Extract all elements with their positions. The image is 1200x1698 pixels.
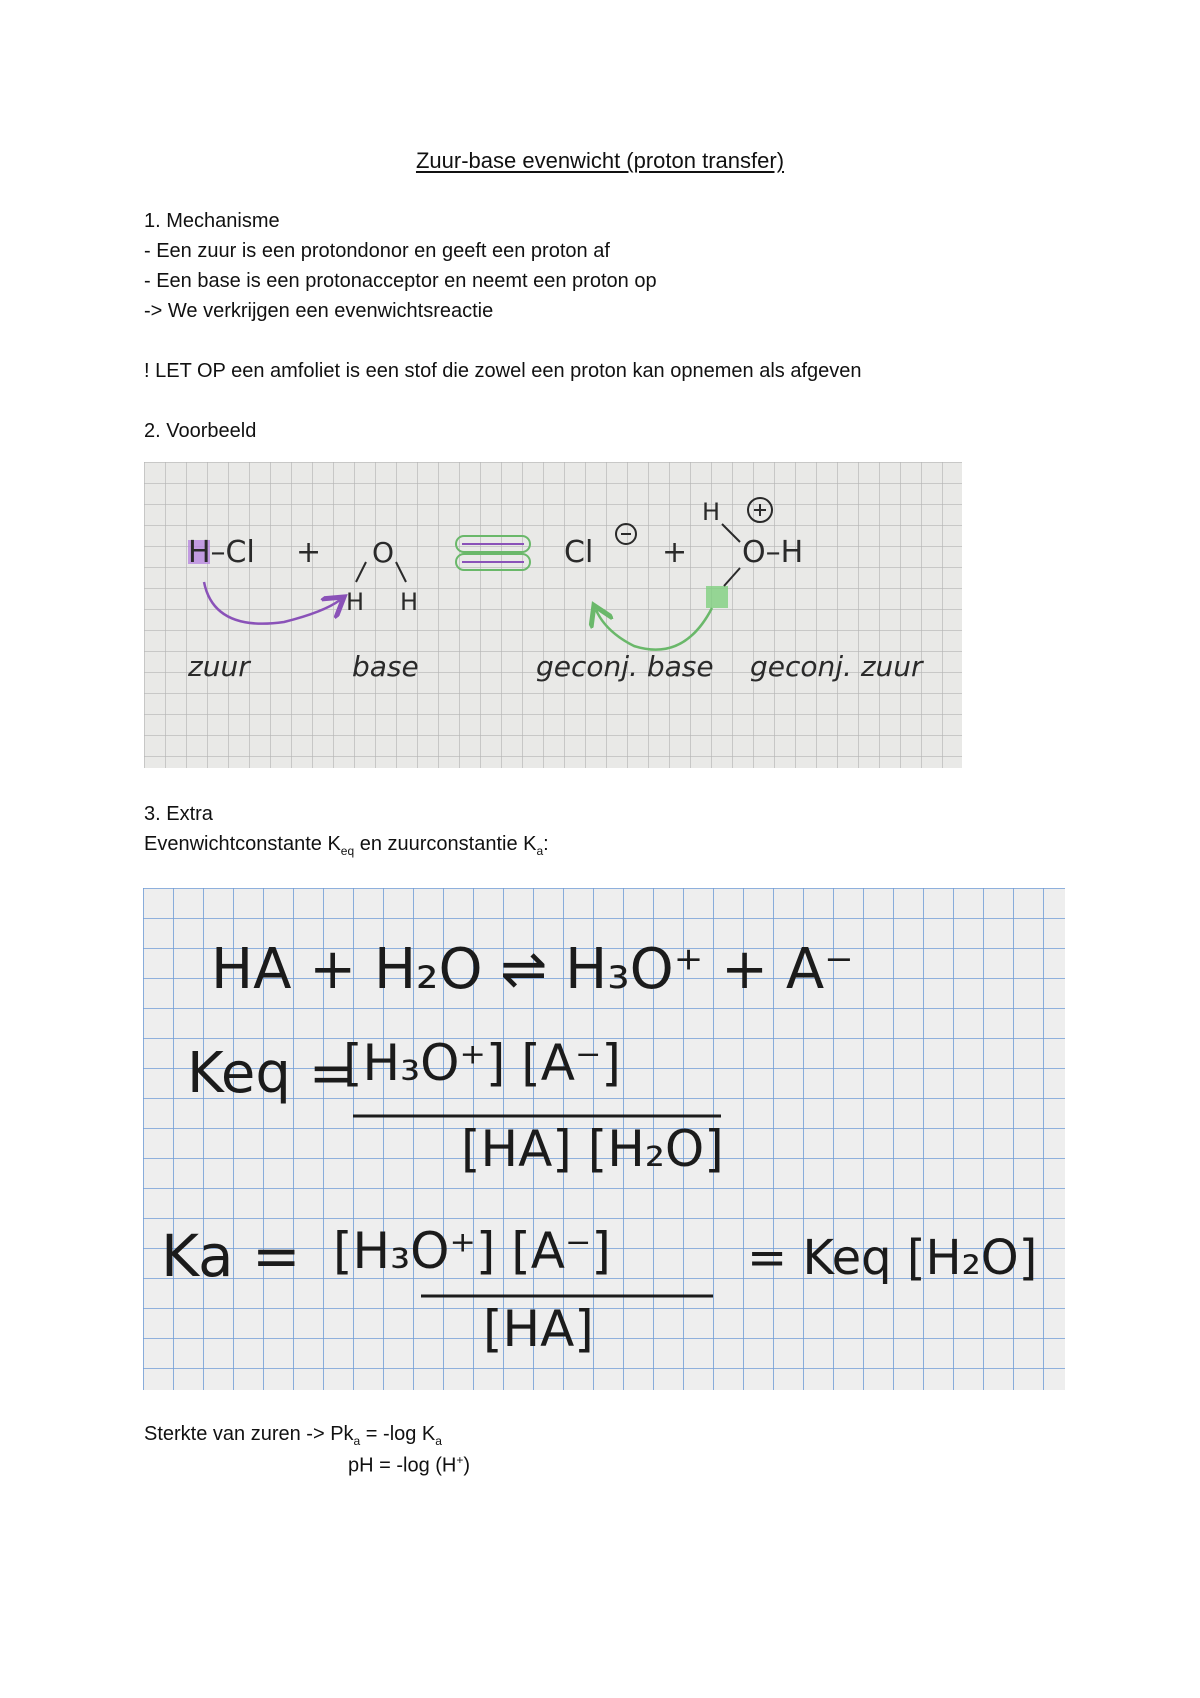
document-title: Zuur-base evenwicht (proton transfer) <box>415 148 785 173</box>
label-geconj-base: geconj. base <box>536 650 714 683</box>
keq-label: Keq = <box>187 1041 356 1106</box>
reactant-hcl: H–Cl <box>188 535 255 570</box>
strength-pka-line: Sterkte van zuren -> $Pk_a = -\log$ $K_a$ <box>144 1423 442 1448</box>
ka-denominator: [HA] <box>483 1300 594 1358</box>
water-h-right: H <box>400 588 419 616</box>
product-hydronium: O–H <box>742 535 804 570</box>
ka-rhs: = Keq [H₂O] <box>747 1230 1038 1286</box>
ka-numerator: [H₃O⁺] [A⁻] <box>333 1222 611 1280</box>
plus-sign-1: + <box>296 535 322 570</box>
formules-photo <box>143 888 1065 1390</box>
amfoliet-note: ! LET OP een amfoliet is een stof die zowel een proton kan opnemen als afgeven <box>144 360 862 382</box>
plus-sign-2: + <box>662 535 688 570</box>
product-chloride: Cl <box>564 535 594 570</box>
proton-highlight-green <box>706 586 728 608</box>
section3-subtitle: Evenwichtconstante $K_{eq}$ en zuurconstantie $K_a$: <box>144 833 549 858</box>
label-geconj-zuur: geconj. zuur <box>750 650 923 683</box>
section2-heading: 2. Voorbeeld <box>144 420 257 442</box>
reaction-equation: HA + H₂O ⇌ H₃O⁺ + A⁻ <box>211 937 854 1002</box>
keq-denominator: [HA] [H₂O] <box>461 1120 724 1178</box>
voorbeeld-drawing <box>144 462 962 768</box>
reactant-water-o: O <box>372 536 395 569</box>
section3-heading: 3. Extra <box>144 803 213 825</box>
water-h-left: H <box>346 588 365 616</box>
mechanism-line-1: - Een zuur is een protondonor en geeft een proton af <box>144 240 610 262</box>
mechanism-line-3: -> We verkrijgen een evenwichtsreactie <box>144 300 494 322</box>
label-zuur: zuur <box>188 650 250 683</box>
formules-drawing <box>143 888 1065 1390</box>
mechanism-line-2: - Een base is een protonacceptor en neemt een proton op <box>144 270 657 292</box>
ka-label: Ka = <box>161 1222 301 1290</box>
voorbeeld-photo <box>144 462 962 768</box>
hydronium-h-top: H <box>702 498 721 526</box>
strength-ph-line: pH = -log (H+) <box>348 1453 471 1477</box>
label-base: base <box>352 650 419 683</box>
section1-heading: 1. Mechanisme <box>144 210 280 232</box>
keq-numerator: [H₃O⁺] [A⁻] <box>343 1034 621 1092</box>
